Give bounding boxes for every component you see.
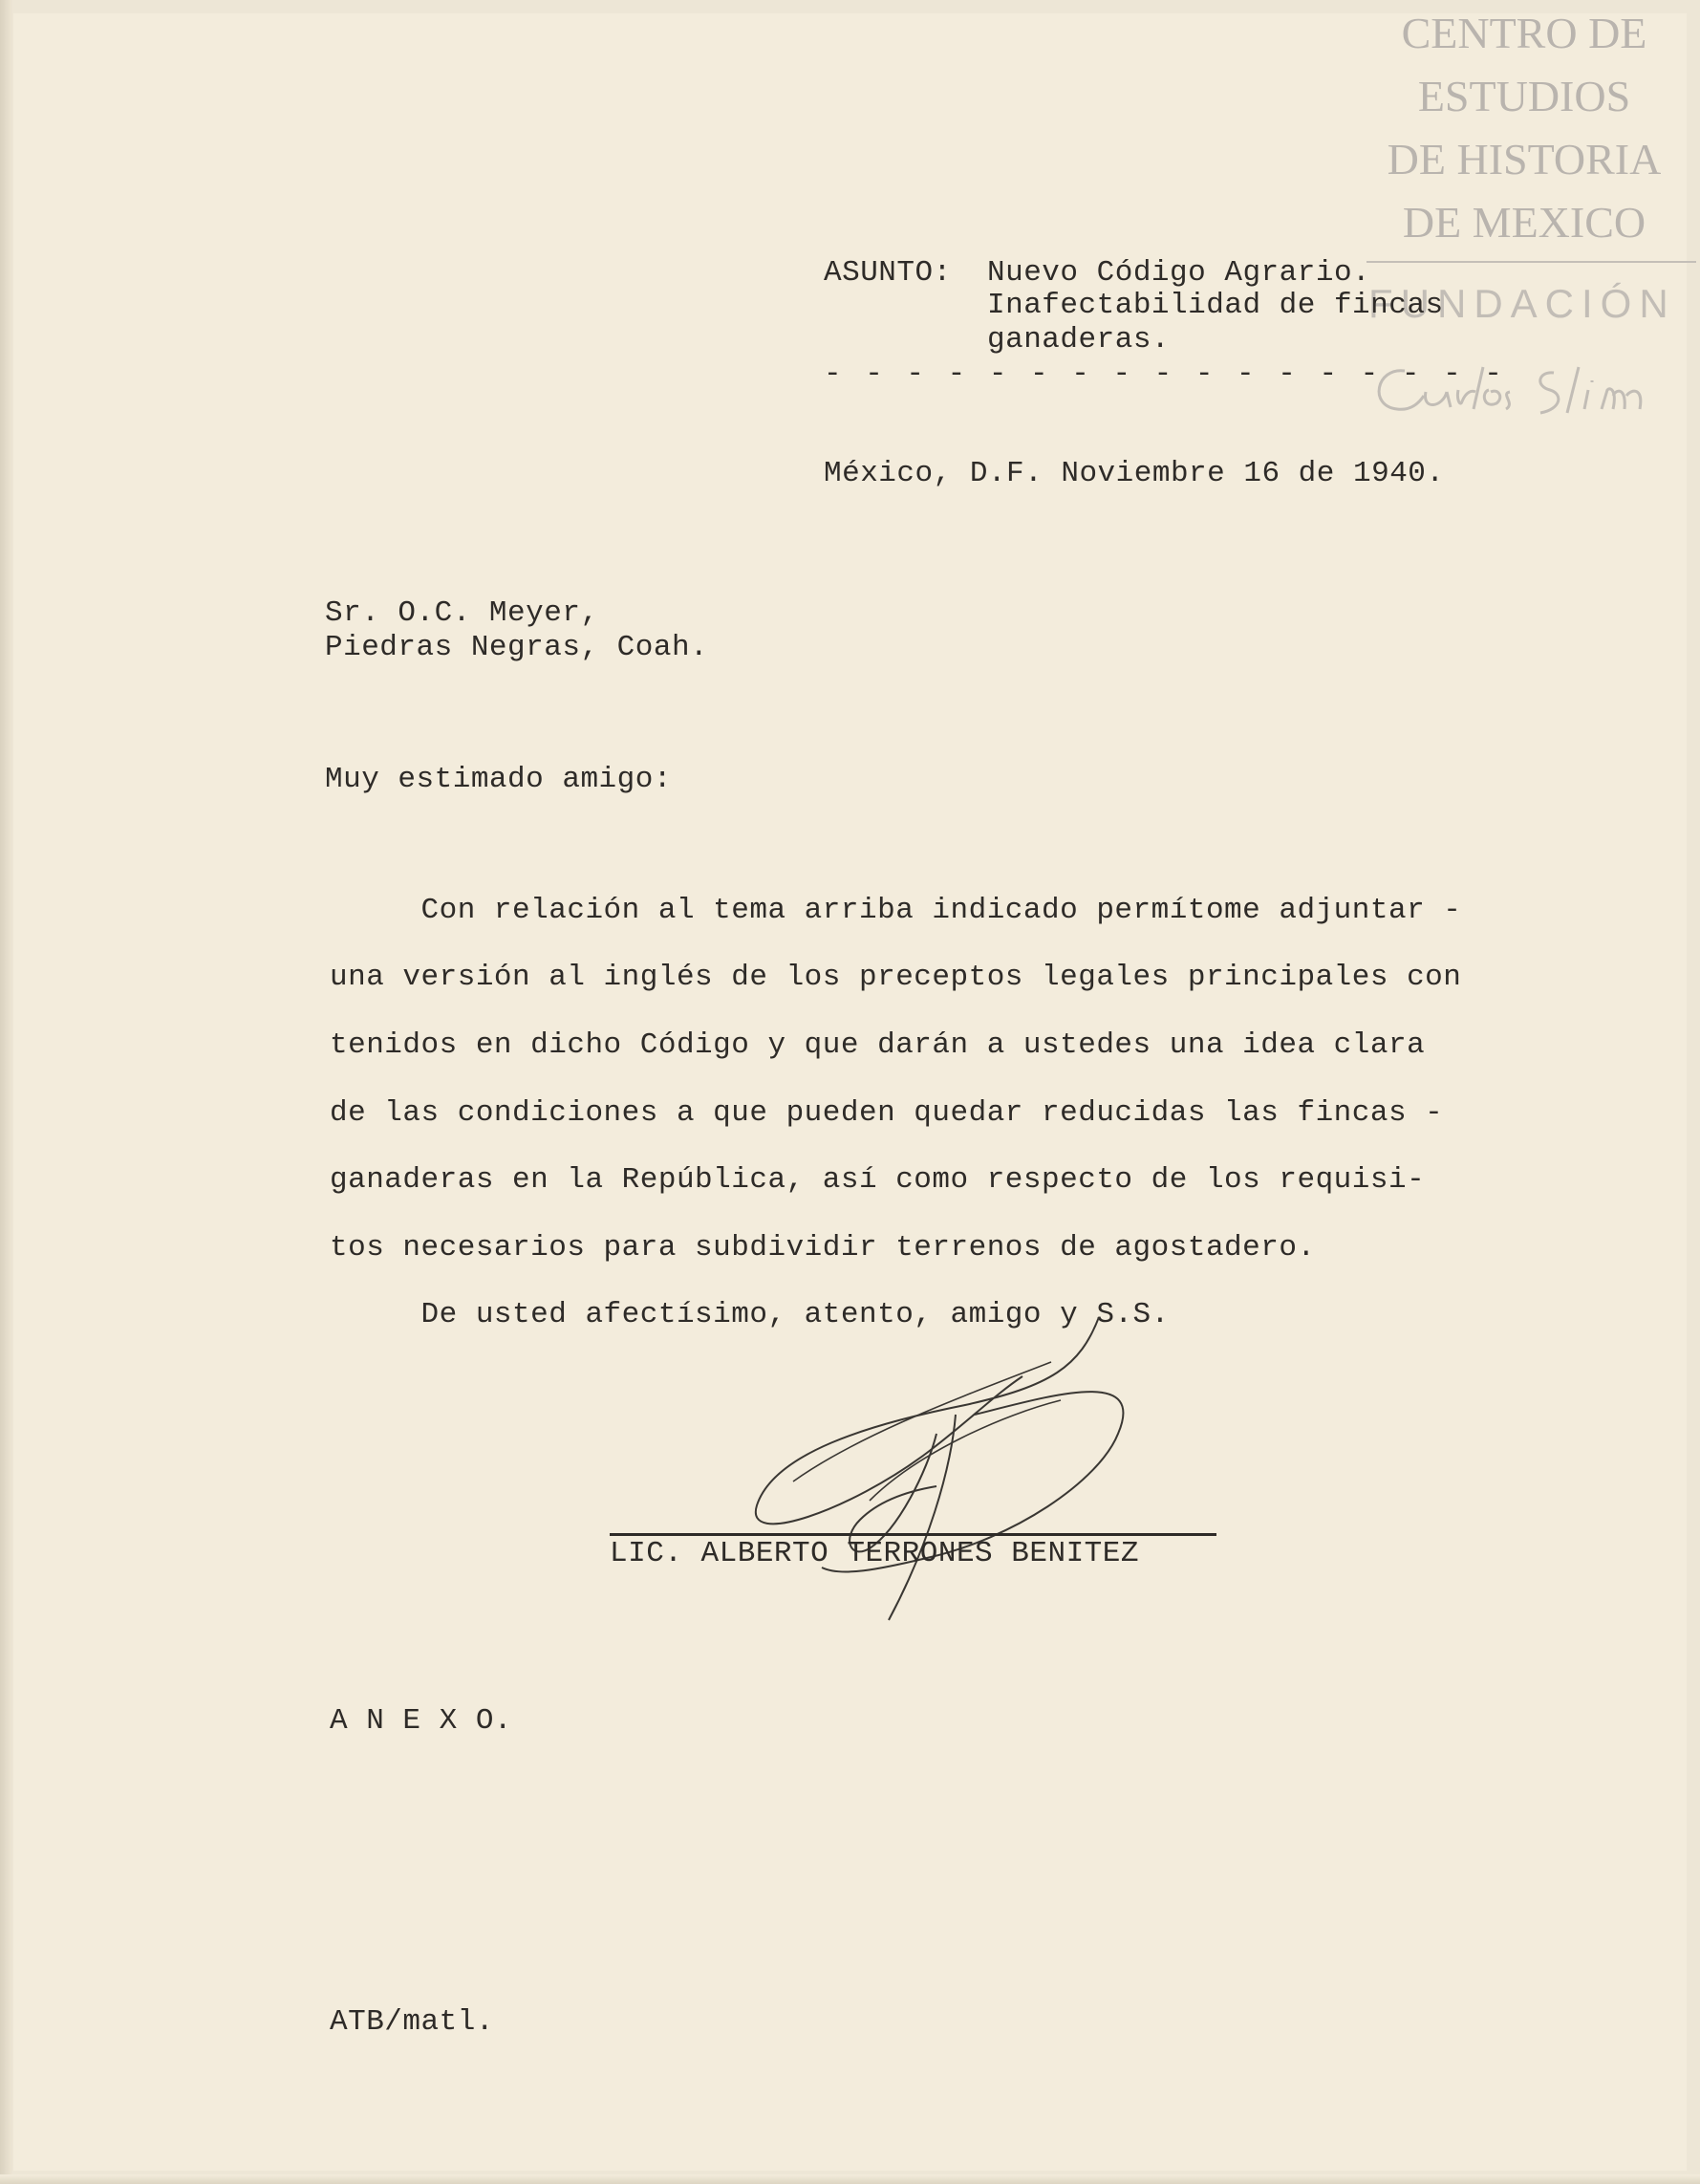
foundation-watermark: FUNDACIÓN	[1368, 281, 1676, 326]
recipient-place: Piedras Negras, Coah.	[325, 631, 709, 664]
body-line-2: una versión al inglés de los preceptos legales principales con	[330, 961, 1462, 994]
subject-separator: - - - - - - - - - - - - - - - - -	[824, 357, 1505, 391]
body-line-1: Con relación al tema arriba indicado permítome adjuntar -	[330, 894, 1462, 927]
watermark-rule	[1366, 261, 1696, 263]
subject-line-1: Nuevo Código Agrario.	[987, 256, 1371, 290]
closing-line: De usted afectísimo, atento, amigo y S.S.	[330, 1298, 1170, 1331]
page-bottom-edge	[0, 2174, 1700, 2184]
body-line-6: tos necesarios para subdividir terrenos de agostadero.	[330, 1231, 1316, 1265]
body-line-4: de las condiciones a que pueden quedar reducidas las fincas -	[330, 1096, 1444, 1130]
signatory-name: LIC. ALBERTO TERRONES BENITEZ	[610, 1537, 1139, 1570]
salutation: Muy estimado amigo:	[325, 763, 672, 796]
page-left-edge	[0, 0, 13, 2184]
annex-label: A N E X O.	[330, 1704, 513, 1738]
body-line-3: tenidos en dicho Código y que darán a ustedes una idea clara	[330, 1028, 1426, 1062]
reference-initials: ATB/matl.	[330, 2005, 494, 2039]
subject-line-3: ganaderas.	[987, 323, 1171, 357]
subject-label: ASUNTO:	[824, 256, 952, 290]
subject-line-2: Inafectabilidad de fincas	[987, 289, 1444, 322]
signature-rule	[610, 1533, 1216, 1536]
letter-date: México, D.F. Noviembre 16 de 1940.	[824, 457, 1445, 490]
archive-watermark: CENTRO DE ESTUDIOS DE HISTORIA DE MEXICO	[1387, 9, 1662, 247]
recipient-name: Sr. O.C. Meyer,	[325, 596, 599, 630]
handwritten-signature	[736, 1309, 1137, 1625]
body-line-5: ganaderas en la República, así como respecto de los requisi-	[330, 1163, 1426, 1197]
